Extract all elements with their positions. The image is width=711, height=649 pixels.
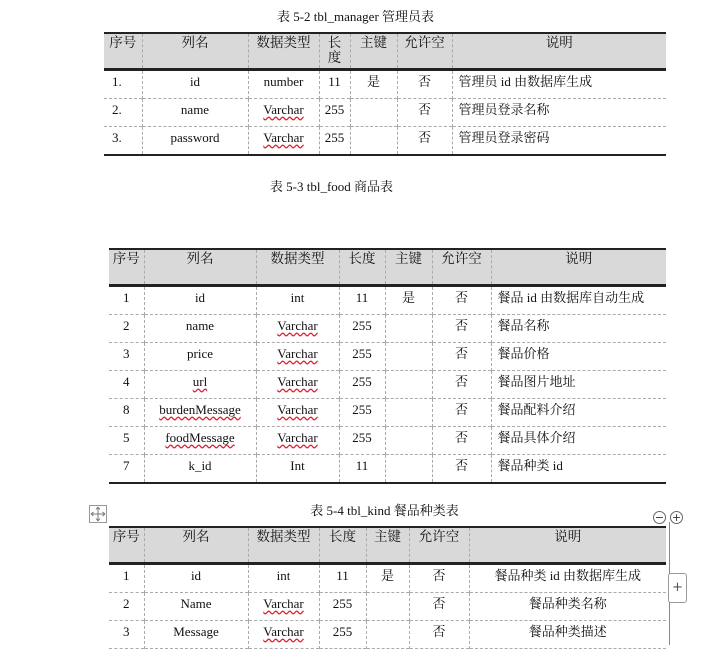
cell-data-type	[256, 342, 339, 370]
cell-length: 11	[339, 454, 385, 483]
cell-description: 餐品 id 由数据库自动生成	[491, 285, 666, 314]
header-length: 长度	[319, 527, 366, 563]
data-type-text: Varchar	[263, 101, 304, 117]
header-column-name: 列名	[144, 527, 248, 563]
data-type-text: Varchar	[277, 401, 318, 417]
cell-primary-key	[385, 342, 432, 370]
header-nullable: 允许空	[409, 527, 469, 563]
cell-column-name: name	[142, 98, 248, 126]
cell-nullable: 否	[432, 370, 491, 398]
header-primary-key: 主键	[350, 33, 397, 69]
data-type-text: Varchar	[263, 595, 304, 611]
header-data-type: 数据类型	[256, 249, 339, 285]
cell-length: 255	[339, 426, 385, 454]
expand-icon[interactable]: +	[671, 511, 682, 524]
header-serial: 序号	[109, 527, 144, 563]
header-primary-key: 主键	[385, 249, 432, 285]
add-column-icon[interactable]: +	[668, 573, 687, 603]
cell-data-type	[248, 126, 319, 155]
table-row	[104, 69, 666, 98]
cell-column-name	[144, 370, 256, 398]
data-type-text: Varchar	[277, 317, 318, 333]
table-row	[109, 620, 666, 648]
cell-data-type: Int	[256, 454, 339, 483]
cell-nullable: 否	[432, 314, 491, 342]
cell-primary-key	[385, 454, 432, 483]
table-manager	[104, 32, 666, 156]
cell-length: 11	[339, 285, 385, 314]
cell-length: 255	[339, 370, 385, 398]
cell-description: 餐品图片地址	[491, 370, 666, 398]
cell-length: 255	[339, 342, 385, 370]
data-type-text: Varchar	[277, 429, 318, 445]
table-row	[104, 126, 666, 155]
cell-description: 管理员登录密码	[452, 126, 666, 155]
header-data-type: 数据类型	[248, 527, 319, 563]
cell-data-type	[256, 426, 339, 454]
header-length: 长度	[339, 249, 385, 285]
cell-length: 255	[319, 592, 366, 620]
cell-primary-key	[366, 620, 409, 648]
header-description: 说明	[469, 527, 666, 563]
cell-nullable: 否	[432, 342, 491, 370]
table1-caption: 表 5-2 tbl_manager 管理员表	[276, 9, 435, 24]
data-type-text: Varchar	[263, 623, 304, 639]
cell-serial: 2	[123, 317, 130, 333]
column-name-text: burdenMessage	[159, 401, 241, 417]
table-row	[109, 342, 666, 370]
cell-serial: 1.	[112, 73, 122, 89]
cell-primary-key: 是	[385, 285, 432, 314]
cell-primary-key: 是	[366, 563, 409, 592]
cell-column-name: id	[144, 563, 248, 592]
table-row	[109, 314, 666, 342]
cell-column-name: password	[142, 126, 248, 155]
cell-description: 餐品具体介绍	[491, 426, 666, 454]
cell-length: 255	[319, 126, 350, 155]
cell-nullable: 否	[432, 398, 491, 426]
cell-nullable: 否	[432, 285, 491, 314]
header-column-name: 列名	[142, 33, 248, 69]
table-row	[109, 398, 666, 426]
header-primary-key: 主键	[366, 527, 409, 563]
cell-primary-key	[350, 126, 397, 155]
cell-primary-key	[366, 592, 409, 620]
cell-description: 餐品价格	[491, 342, 666, 370]
table-row	[109, 592, 666, 620]
cell-description: 餐品名称	[491, 314, 666, 342]
cell-description: 管理员登录名称	[452, 98, 666, 126]
cell-primary-key: 是	[350, 69, 397, 98]
cell-column-name: price	[144, 342, 256, 370]
cell-serial: 1	[123, 289, 130, 305]
cell-data-type	[248, 98, 319, 126]
cell-length: 255	[339, 398, 385, 426]
table-row	[104, 98, 666, 126]
cell-nullable: 否	[432, 454, 491, 483]
cell-length: 255	[319, 98, 350, 126]
header-length: 长度	[319, 33, 350, 69]
cell-primary-key	[385, 426, 432, 454]
table-row	[109, 563, 666, 592]
cell-primary-key	[350, 98, 397, 126]
cell-primary-key	[385, 398, 432, 426]
cell-description: 管理员 id 由数据库生成	[452, 69, 666, 98]
cell-nullable: 否	[409, 592, 469, 620]
header-serial: 序号	[109, 249, 144, 285]
cell-length: 11	[319, 69, 350, 98]
table3-caption: 表 5-4 tbl_kind 餐品种类表	[310, 503, 459, 518]
cell-description: 餐品配料介绍	[491, 398, 666, 426]
header-nullable: 允许空	[397, 33, 452, 69]
cell-length: 11	[319, 563, 366, 592]
cell-serial: 8	[123, 401, 130, 417]
cell-data-type	[256, 398, 339, 426]
cell-description: 餐品种类 id 由数据库生成	[469, 563, 666, 592]
table-row	[109, 454, 666, 483]
table-row	[109, 426, 666, 454]
cell-nullable: 否	[397, 69, 452, 98]
cell-data-type	[248, 620, 319, 648]
cell-nullable: 否	[432, 426, 491, 454]
cell-serial: 3	[123, 623, 130, 639]
cell-serial: 4	[123, 373, 130, 389]
table-row	[109, 285, 666, 314]
cell-column-name	[144, 426, 256, 454]
cell-column-name: Name	[144, 592, 248, 620]
column-name-text: foodMessage	[165, 429, 235, 445]
cell-data-type	[256, 314, 339, 342]
cell-data-type: int	[256, 285, 339, 314]
cell-column-name: Message	[144, 620, 248, 648]
cell-serial: 1	[123, 567, 130, 583]
cell-data-type	[248, 592, 319, 620]
cell-data-type: int	[248, 563, 319, 592]
cell-column-name: k_id	[144, 454, 256, 483]
cell-nullable: 否	[409, 620, 469, 648]
cell-nullable: 否	[397, 126, 452, 155]
cell-column-name: name	[144, 314, 256, 342]
cell-nullable: 否	[409, 563, 469, 592]
cell-column-name	[144, 398, 256, 426]
cell-nullable: 否	[397, 98, 452, 126]
header-data-type: 数据类型	[248, 33, 319, 69]
cell-primary-key	[385, 370, 432, 398]
cell-column-name: id	[142, 69, 248, 98]
table2-caption: 表 5-3 tbl_food 商品表	[269, 179, 394, 194]
cell-serial: 2.	[112, 101, 122, 117]
header-serial: 序号	[104, 33, 142, 69]
cell-length: 255	[319, 620, 366, 648]
cell-data-type	[256, 370, 339, 398]
column-name-text: url	[192, 373, 208, 389]
cell-serial: 2	[123, 595, 130, 611]
header-description: 说明	[452, 33, 666, 69]
cell-description: 餐品种类 id	[491, 454, 666, 483]
header-column-name: 列名	[144, 249, 256, 285]
cell-length: 255	[339, 314, 385, 342]
cell-data-type: number	[248, 69, 319, 98]
data-type-text: Varchar	[277, 345, 318, 361]
table-food	[109, 248, 666, 484]
cell-description: 餐品种类描述	[469, 620, 666, 648]
cell-column-name: id	[144, 285, 256, 314]
cell-serial: 7	[123, 457, 130, 473]
cell-serial: 3	[123, 345, 130, 361]
cell-serial: 5	[123, 429, 130, 445]
data-type-text: Varchar	[263, 129, 304, 145]
data-type-text: Varchar	[277, 373, 318, 389]
header-nullable: 允许空	[432, 249, 491, 285]
cell-primary-key	[385, 314, 432, 342]
cell-description: 餐品种类名称	[469, 592, 666, 620]
collapse-icon[interactable]: −	[654, 511, 665, 524]
cell-serial: 3.	[112, 129, 122, 145]
header-description: 说明	[491, 249, 666, 285]
table-kind	[109, 526, 666, 649]
table-row	[109, 370, 666, 398]
